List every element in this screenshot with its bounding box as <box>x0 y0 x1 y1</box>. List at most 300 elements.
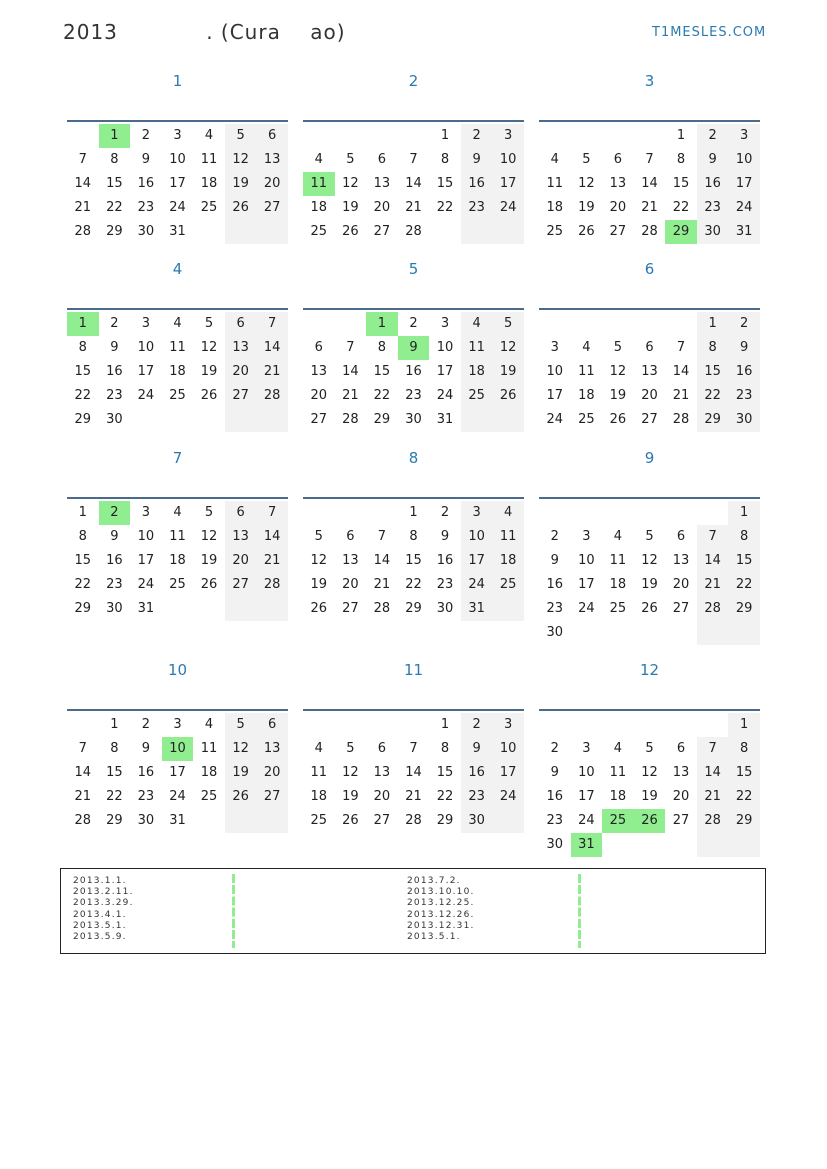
day-cell: 22 <box>728 573 760 597</box>
day-cell: 20 <box>225 549 257 573</box>
day-cell: 25 <box>492 573 524 597</box>
day-cell: 18 <box>578 388 595 403</box>
empty-cell <box>366 124 398 148</box>
day-cell: 29 <box>697 408 729 432</box>
day-cell: 24 <box>169 200 186 215</box>
empty-cell <box>193 408 225 432</box>
month-divider <box>67 308 288 310</box>
empty-cell <box>398 713 430 737</box>
day-cell: 4 <box>613 529 623 544</box>
day-cell: 15 <box>405 553 422 568</box>
day-cell: 8 <box>440 152 450 167</box>
day-cell: 16 <box>137 176 155 191</box>
day-cell: 19 <box>200 364 218 379</box>
day-cell: 8 <box>409 529 418 544</box>
month-title: 5 <box>408 260 419 278</box>
day-grid <box>303 713 524 833</box>
day-cell: 20 <box>609 200 627 215</box>
day-cell: 22 <box>697 384 729 408</box>
day-cell: 22 <box>74 388 92 403</box>
day-cell: 20 <box>256 172 288 196</box>
empty-cell <box>634 713 666 737</box>
day-cell: 17 <box>169 765 186 780</box>
day-cell: 13 <box>225 336 257 360</box>
day-cell: 1 <box>440 128 450 143</box>
day-cell: 17 <box>492 761 524 785</box>
month-3 <box>539 72 760 239</box>
day-cell: 14 <box>641 176 658 191</box>
day-cell: 6 <box>346 529 355 544</box>
day-grid <box>67 501 288 621</box>
day-cell: 8 <box>676 152 686 167</box>
day-cell: 2 <box>440 505 450 520</box>
day-cell: 21 <box>641 200 658 215</box>
day-cell: 13 <box>225 525 257 549</box>
empty-cell <box>697 833 729 857</box>
day-cell: 27 <box>225 384 257 408</box>
day-cell: 12 <box>200 340 218 355</box>
day-cell: 19 <box>342 789 359 804</box>
empty-cell <box>335 124 367 148</box>
empty-cell <box>539 713 571 737</box>
month-divider <box>539 120 760 122</box>
day-cell: 7 <box>256 312 288 336</box>
holiday-date: 2013.12.25. <box>407 898 475 909</box>
day-cell: 1 <box>697 312 729 336</box>
day-cell: 13 <box>672 765 690 780</box>
day-cell: 5 <box>225 124 257 148</box>
day-cell: 16 <box>697 172 729 196</box>
day-cell: 27 <box>641 412 658 427</box>
day-cell: 30 <box>137 224 155 239</box>
day-cell: 1 <box>440 717 450 732</box>
day-cell: 13 <box>342 553 359 568</box>
day-cell: 4 <box>613 741 623 756</box>
day-cell: 13 <box>373 176 391 191</box>
day-cell: 30 <box>405 412 422 427</box>
day-cell: 29 <box>373 412 391 427</box>
day-cell: 19 <box>200 553 218 568</box>
day-cell: 26 <box>492 384 524 408</box>
day-cell: 24 <box>578 813 595 828</box>
day-cell: 7 <box>256 501 288 525</box>
day-cell: 26 <box>342 224 359 239</box>
empty-cell <box>67 713 99 737</box>
day-cell: 15 <box>436 765 454 780</box>
day-cell: 4 <box>550 152 559 167</box>
day-cell: 12 <box>200 529 218 544</box>
holiday-list-right <box>407 876 475 943</box>
day-cell: 29 <box>728 597 760 621</box>
empty-cell <box>193 597 225 621</box>
day-cell: 21 <box>256 549 288 573</box>
day-cell: 19 <box>342 200 359 215</box>
day-cell: 12 <box>342 765 359 780</box>
month-divider <box>539 497 760 499</box>
month-10 <box>67 661 288 828</box>
day-grid <box>303 501 524 621</box>
day-cell: 6 <box>676 529 686 544</box>
day-cell: 3 <box>582 741 591 756</box>
day-cell: 9 <box>461 148 493 172</box>
month-9 <box>539 449 760 640</box>
day-cell: 25 <box>461 384 493 408</box>
day-cell: 7 <box>409 152 418 167</box>
day-cell: 9 <box>461 737 493 761</box>
day-cell: 23 <box>137 789 155 804</box>
day-grid <box>539 501 760 645</box>
day-cell: 14 <box>74 176 92 191</box>
day-cell: 16 <box>436 553 454 568</box>
holiday-date: 2013.5.1. <box>73 920 127 931</box>
day-cell: 14 <box>405 176 422 191</box>
day-cell: 19 <box>641 789 658 804</box>
day-cell: 11 <box>578 364 595 379</box>
day-cell: 9 <box>141 152 151 167</box>
month-2 <box>303 72 524 239</box>
day-cell: 24 <box>728 196 760 220</box>
day-cell: 26 <box>200 388 218 403</box>
holiday-date: 2013.5.1. <box>407 932 461 943</box>
holiday-date: 2013.12.26. <box>407 909 475 920</box>
day-cell: 4 <box>461 312 493 336</box>
month-5 <box>303 260 524 427</box>
empty-cell <box>492 408 524 432</box>
day-cell: 25 <box>609 601 627 616</box>
day-cell: 27 <box>373 813 391 828</box>
day-cell: 19 <box>310 577 328 592</box>
month-title: 6 <box>644 260 655 278</box>
day-cell: 1 <box>409 505 418 520</box>
day-cell: 23 <box>546 813 564 828</box>
day-cell: 6 <box>676 741 686 756</box>
day-cell: 4 <box>204 717 214 732</box>
day-cell: 31 <box>571 833 603 857</box>
day-cell: 3 <box>728 124 760 148</box>
empty-cell <box>571 124 603 148</box>
day-cell: 17 <box>492 172 524 196</box>
day-cell: 12 <box>641 553 658 568</box>
empty-cell <box>602 833 634 857</box>
day-cell: 21 <box>405 789 422 804</box>
day-cell: 8 <box>728 737 760 761</box>
day-cell: 24 <box>137 577 155 592</box>
day-cell: 29 <box>74 601 92 616</box>
day-cell: 22 <box>74 577 92 592</box>
day-cell: 5 <box>346 741 355 756</box>
empty-cell <box>665 501 697 525</box>
empty-cell <box>728 621 760 645</box>
day-cell: 22 <box>373 388 391 403</box>
day-cell: 12 <box>578 176 595 191</box>
day-cell: 6 <box>225 312 257 336</box>
month-divider <box>67 709 288 711</box>
day-cell: 9 <box>697 148 729 172</box>
empty-cell <box>634 833 666 857</box>
day-cell: 26 <box>310 601 328 616</box>
day-cell: 13 <box>373 765 391 780</box>
day-cell: 11 <box>310 765 328 780</box>
day-cell: 10 <box>461 525 493 549</box>
day-cell: 29 <box>405 601 422 616</box>
day-cell: 5 <box>314 529 323 544</box>
empty-cell <box>571 621 603 645</box>
day-cell: 8 <box>110 741 119 756</box>
day-cell: 17 <box>137 364 155 379</box>
day-cell: 9 <box>398 336 430 360</box>
day-cell: 11 <box>609 765 627 780</box>
day-cell: 16 <box>728 360 760 384</box>
day-cell: 23 <box>436 577 454 592</box>
day-cell: 5 <box>645 741 654 756</box>
day-cell: 26 <box>225 785 257 809</box>
day-cell: 9 <box>728 336 760 360</box>
day-grid <box>303 312 524 432</box>
day-cell: 23 <box>546 601 564 616</box>
empty-cell <box>634 124 666 148</box>
day-cell: 9 <box>550 765 559 780</box>
empty-cell <box>634 621 666 645</box>
day-cell: 13 <box>256 148 288 172</box>
empty-cell <box>256 809 288 833</box>
month-divider <box>303 308 524 310</box>
day-cell: 24 <box>492 196 524 220</box>
empty-cell <box>539 501 571 525</box>
day-cell: 18 <box>609 789 627 804</box>
day-cell: 2 <box>550 529 559 544</box>
day-cell: 5 <box>225 713 257 737</box>
day-cell: 16 <box>137 765 155 780</box>
empty-cell <box>602 501 634 525</box>
empty-cell <box>461 220 493 244</box>
day-cell: 30 <box>546 837 564 852</box>
month-divider <box>303 709 524 711</box>
day-cell: 28 <box>697 597 729 621</box>
day-cell: 5 <box>492 312 524 336</box>
day-cell: 3 <box>173 717 182 732</box>
day-cell: 3 <box>492 713 524 737</box>
day-cell: 9 <box>550 553 559 568</box>
day-cell: 1 <box>676 128 686 143</box>
empty-cell <box>602 713 634 737</box>
empty-cell <box>571 713 603 737</box>
day-cell: 12 <box>342 176 359 191</box>
month-title: 2 <box>408 72 419 90</box>
day-cell: 25 <box>310 224 328 239</box>
day-cell: 22 <box>106 789 123 804</box>
day-cell: 20 <box>310 388 328 403</box>
day-cell: 19 <box>578 200 595 215</box>
day-cell: 26 <box>200 577 218 592</box>
day-cell: 9 <box>110 529 119 544</box>
day-cell: 12 <box>310 553 328 568</box>
day-cell: 21 <box>74 200 92 215</box>
day-cell: 3 <box>141 316 151 331</box>
month-title: 10 <box>167 661 188 679</box>
day-cell: 5 <box>204 505 214 520</box>
day-cell: 31 <box>169 813 186 828</box>
day-grid <box>67 312 288 432</box>
empty-cell <box>303 501 335 525</box>
day-cell: 1 <box>366 312 398 336</box>
day-cell: 29 <box>106 813 123 828</box>
day-cell: 13 <box>672 553 690 568</box>
day-cell: 21 <box>373 577 391 592</box>
day-cell: 22 <box>436 789 454 804</box>
month-title: 4 <box>172 260 183 278</box>
month-7 <box>67 449 288 616</box>
day-cell: 7 <box>78 741 87 756</box>
day-cell: 12 <box>641 765 658 780</box>
day-cell: 12 <box>609 364 627 379</box>
day-cell: 15 <box>436 176 454 191</box>
day-cell: 30 <box>106 412 123 427</box>
empty-cell <box>225 220 257 244</box>
day-cell: 14 <box>342 364 359 379</box>
empty-cell <box>335 501 367 525</box>
day-cell: 3 <box>550 340 559 355</box>
day-cell: 25 <box>546 224 564 239</box>
day-cell: 27 <box>672 813 690 828</box>
empty-cell <box>193 220 225 244</box>
day-cell: 14 <box>373 553 391 568</box>
holiday-date: 2013.4.1. <box>73 909 127 920</box>
month-4 <box>67 260 288 427</box>
day-cell: 24 <box>492 785 524 809</box>
month-title: 8 <box>408 449 419 467</box>
day-cell: 19 <box>225 761 257 785</box>
day-grid <box>539 124 760 244</box>
empty-cell <box>571 501 603 525</box>
empty-cell <box>398 124 430 148</box>
empty-cell <box>665 621 697 645</box>
day-cell: 24 <box>169 789 186 804</box>
day-cell: 20 <box>641 388 658 403</box>
day-cell: 20 <box>342 577 359 592</box>
day-cell: 27 <box>310 412 328 427</box>
day-cell: 7 <box>409 741 418 756</box>
day-cell: 17 <box>546 388 564 403</box>
day-cell: 28 <box>256 384 288 408</box>
day-cell: 11 <box>169 340 186 355</box>
day-cell: 2 <box>550 741 559 756</box>
day-cell: 7 <box>377 529 387 544</box>
day-cell: 4 <box>173 316 182 331</box>
empty-cell <box>492 809 524 833</box>
empty-cell <box>130 408 162 432</box>
day-cell: 17 <box>169 176 186 191</box>
day-cell: 30 <box>106 601 123 616</box>
day-cell: 15 <box>728 761 760 785</box>
day-cell: 10 <box>492 737 524 761</box>
day-cell: 4 <box>582 340 591 355</box>
empty-cell <box>256 597 288 621</box>
day-cell: 28 <box>74 224 92 239</box>
day-cell: 16 <box>546 577 564 592</box>
page-title: 2013 . (Cura ao) <box>63 20 346 44</box>
site-logo[interactable]: T1MESLES.COM <box>652 25 767 40</box>
empty-cell <box>665 312 697 336</box>
day-cell: 14 <box>672 364 690 379</box>
day-cell: 14 <box>74 765 92 780</box>
day-cell: 3 <box>173 128 182 143</box>
empty-cell <box>634 312 666 336</box>
day-cell: 22 <box>672 200 690 215</box>
day-cell: 5 <box>645 529 654 544</box>
day-cell: 31 <box>137 601 155 616</box>
day-cell: 27 <box>225 573 257 597</box>
empty-cell <box>728 833 760 857</box>
empty-cell <box>634 501 666 525</box>
day-cell: 17 <box>436 364 454 379</box>
day-cell: 13 <box>609 176 627 191</box>
day-cell: 27 <box>373 224 391 239</box>
day-cell: 11 <box>200 152 218 167</box>
empty-cell <box>602 124 634 148</box>
day-cell: 6 <box>256 124 288 148</box>
day-cell: 22 <box>405 577 422 592</box>
day-cell: 12 <box>225 737 257 761</box>
day-cell: 2 <box>728 312 760 336</box>
holiday-date: 2013.7.2. <box>407 876 461 886</box>
day-cell: 1 <box>728 501 760 525</box>
day-cell: 24 <box>578 601 595 616</box>
day-cell: 28 <box>256 573 288 597</box>
day-cell: 2 <box>110 316 119 331</box>
day-cell: 23 <box>405 388 422 403</box>
day-cell: 3 <box>141 505 151 520</box>
day-cell: 15 <box>373 364 391 379</box>
empty-cell <box>225 408 257 432</box>
holiday-date: 2013.2.11. <box>73 887 134 898</box>
day-cell: 19 <box>609 388 627 403</box>
empty-cell <box>193 809 225 833</box>
day-cell: 28 <box>342 412 359 427</box>
empty-cell <box>602 312 634 336</box>
empty-cell <box>225 597 257 621</box>
month-1 <box>67 72 288 239</box>
day-cell: 25 <box>310 813 328 828</box>
day-cell: 6 <box>314 340 323 355</box>
month-title: 9 <box>644 449 655 467</box>
day-cell: 24 <box>436 388 454 403</box>
day-cell: 20 <box>256 761 288 785</box>
day-cell: 21 <box>697 573 729 597</box>
holiday-date: 2013.10.10. <box>407 887 475 898</box>
day-grid <box>539 312 760 432</box>
empty-cell <box>335 713 367 737</box>
day-cell: 26 <box>342 813 359 828</box>
day-cell: 18 <box>546 200 564 215</box>
holiday-color-marker <box>232 874 235 948</box>
day-cell: 15 <box>728 549 760 573</box>
day-cell: 2 <box>141 128 151 143</box>
month-title: 3 <box>644 72 655 90</box>
day-cell: 15 <box>74 364 92 379</box>
day-cell: 8 <box>728 525 760 549</box>
day-cell: 27 <box>256 196 288 220</box>
day-cell: 18 <box>200 765 218 780</box>
day-cell: 25 <box>200 200 218 215</box>
empty-cell <box>602 621 634 645</box>
day-cell: 22 <box>106 200 123 215</box>
empty-cell <box>225 809 257 833</box>
empty-cell <box>697 713 729 737</box>
day-cell: 7 <box>697 525 729 549</box>
day-cell: 11 <box>492 525 524 549</box>
day-cell: 24 <box>461 573 493 597</box>
day-cell: 4 <box>492 501 524 525</box>
